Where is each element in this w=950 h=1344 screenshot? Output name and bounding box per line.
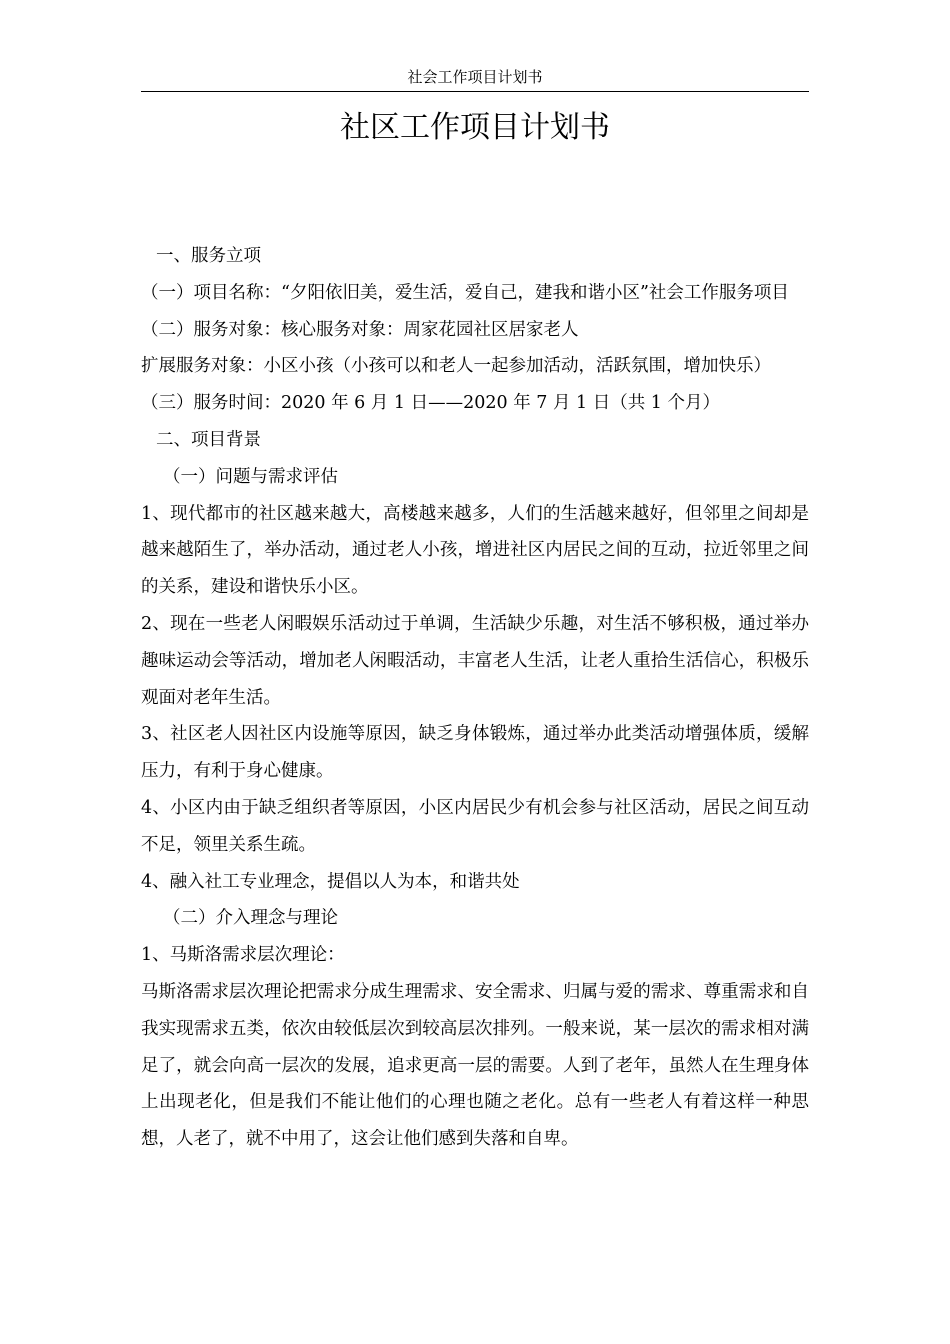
section-heading-service: 一、服务立项 <box>156 246 261 266</box>
theory-paragraph: 马斯洛需求层次理论把需求分成生理需求、安全需求、归属与爱的需求、尊重需求和自我实现需求五类，依次由较低层次到较高层次排列。一般来说，某一层次的需求相对满足了，就会向高一层次的发展，追求更高一层的需要。人到了老年，虽然人在生理身体上出现老化，但是我们不能让他们的心理也随之老化。总有一些老人有着这样一种思想，人老了，就不中用了，这会让他们感到失落和自卑。 <box>141 981 809 1150</box>
needs-paragraph-3: 3、社区老人因社区内设施等原因，缺乏身体锻炼，通过举办此类活动增强体质，缓解压力，有利于身心健康。 <box>141 724 809 782</box>
project-name-paragraph: （一）项目名称：“夕阳依旧美，爱生活，爱自己，建我和谐小区”社会工作服务项目 <box>141 282 789 303</box>
service-time-paragraph: （三）服务时间：2020 年 6 月 1 日——2020 年 7 月 1 日（共 1 个月） <box>141 393 720 414</box>
needs-paragraph-5: 4、融入社工专业理念，提倡以人为本，和谐共处 <box>141 871 520 892</box>
document-body <box>141 238 809 1158</box>
needs-paragraph-2: 2、现在一些老人闲暇娱乐活动过于单调，生活缺少乐趣，对生活不够积极，通过举办趣味运动会等活动，增加老人闲暇活动，丰富老人生活，让老人重拾生活信心，积极乐观面对老年生活。 <box>141 613 809 708</box>
document-title: 社区工作项目计划书 <box>340 110 610 145</box>
needs-paragraph-1: 1、现代都市的社区越来越大，高楼越来越多，人们的生活越来越好，但邻里之间却是越来越陌生了，举办活动，通过老人小孩，增进社区内居民之间的互动，拉近邻里之间的关系，建设和谐快乐小区。 <box>141 503 809 598</box>
subsection-heading-needs: （一）问题与需求评估 <box>163 466 338 487</box>
header-rule <box>141 91 809 92</box>
needs-paragraph-4: 4、小区内由于缺乏组织者等原因，小区内居民少有机会参与社区活动，居民之间互动不足，领里关系生疏。 <box>141 797 809 855</box>
section-heading-background: 二、项目背景 <box>156 429 261 450</box>
service-target-paragraph: （二）服务对象：核心服务对象：周家花园社区居家老人 <box>141 319 579 340</box>
subsection-heading-theory: （二）介入理念与理论 <box>163 908 338 929</box>
running-header: 社会工作项目计划书 <box>407 68 543 86</box>
extended-target-paragraph: 扩展服务对象：小区小孩（小孩可以和老人一起参加活动，活跃氛围，增加快乐） <box>141 356 771 377</box>
theory-heading: 1、马斯洛需求层次理论： <box>141 945 345 966</box>
